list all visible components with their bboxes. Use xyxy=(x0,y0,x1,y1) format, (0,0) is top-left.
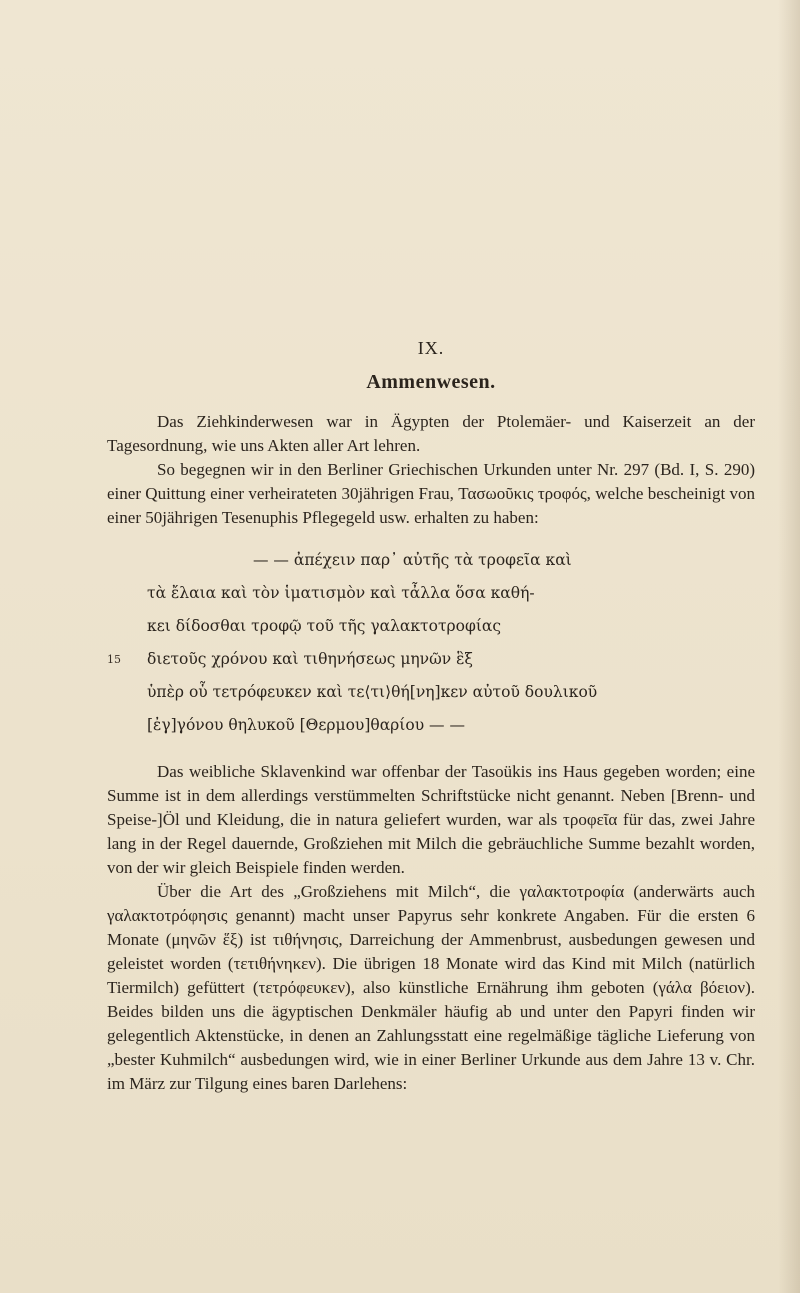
paragraph-2: So begegnen wir in den Berliner Griechischen Urkunden unter Nr. 297 (Bd. I, S. 290) einer Quittung einer verheirateten 30jährigen Frau, Τασωοῦκις τροφός, welche bescheinigt von einer 50jährigen Tesenuphis Pflegegeld usw. erhalten zu haben: xyxy=(107,460,755,527)
paragraph-1: Das Ziehkinderwesen war in Ägypten der Ptolemäer- und Kaiserzeit an der Tagesordnung, wie uns Akten aller Art lehren. xyxy=(107,412,755,455)
greek-line-5: ὑπὲρ οὗ τετρόφευκεν καὶ τε⟨τι⟩θή[νη]κεν αὐτοῦ δουλικοῦ xyxy=(147,683,598,701)
greek-line-4-text: διετοῦς χρόνου καὶ τιθηνήσεως μηνῶν ἓξ xyxy=(147,650,473,668)
greek-line-6: [ἐγ]γόνου θηλυκοῦ [Θερμου]θαρίου — — xyxy=(147,716,465,734)
greek-line-3: κει δίδοσθαι τροφῷ τοῦ τῆς γαλακτοτροφίας xyxy=(147,617,502,635)
chapter-number: IX. xyxy=(417,338,445,358)
greek-line-4 xyxy=(107,643,755,676)
page-edge-shadow xyxy=(778,0,800,1293)
paragraph-4: Über die Art des „Großziehens mit Milch“, die γαλακτοτροφία (anderwärts auch γαλακτοτρόφησις genannt) macht unser Papyrus sehr konkrete Angaben. Für die ersten 6 Monate (μηνῶν ἕξ) ist τιθήνησις, Darreichung der Ammenbrust, ausbedungen gewesen und geleistet worden (τετιθήνηκεν). Die übrigen 18 Monate wird das Kind mit Milch (natürlich Tiermilch) gefüttert (τετρόφευκεν), also künstliche Ernährung ihm geboten (γάλα βόειον). Beides bilden uns die ägyptischen Denkmäler häufig ab und unter den Papyri finden wir gelegentlich Aktenstücke, in denen an Zahlungsstatt eine regelmäßige tägliche Lieferung von „bester Kuhmilch“ ausbedungen wird, wie in einer Berliner Urkunde aus dem Jahre 13 v. Chr. im März zur Tilgung eines baren Darlehens: xyxy=(107,882,755,1093)
text-block xyxy=(107,338,755,1096)
greek-line-2: τὰ ἔλαια καὶ τὸν ἱματισμὸν καὶ τἆλλα ὅσα καθή- xyxy=(147,584,535,602)
greek-quotation xyxy=(107,544,755,742)
greek-line-1: — — ἀπέχειν παρ᾿ αὐτῆς τὰ τροφεῖα καὶ xyxy=(253,551,572,569)
line-number: 15 xyxy=(107,653,121,666)
chapter-title: Ammenwesen. xyxy=(366,371,496,393)
paragraph-3: Das weibliche Sklavenkind war offenbar der Tasoükis ins Haus gegeben worden; eine Summe ist in dem allerdings verstümmelten Schriftstücke nicht genannt. Neben [Brenn- und Speise-]Öl und Kleidung, die in natura geliefert wurden, war als τροφεῖα für das, zwei Jahre lang in der Regel dauernde, Großziehen mit Milch die gebräuchliche Summe bezahlt worden, von der wir gleich Beispiele finden werden. xyxy=(107,762,755,877)
